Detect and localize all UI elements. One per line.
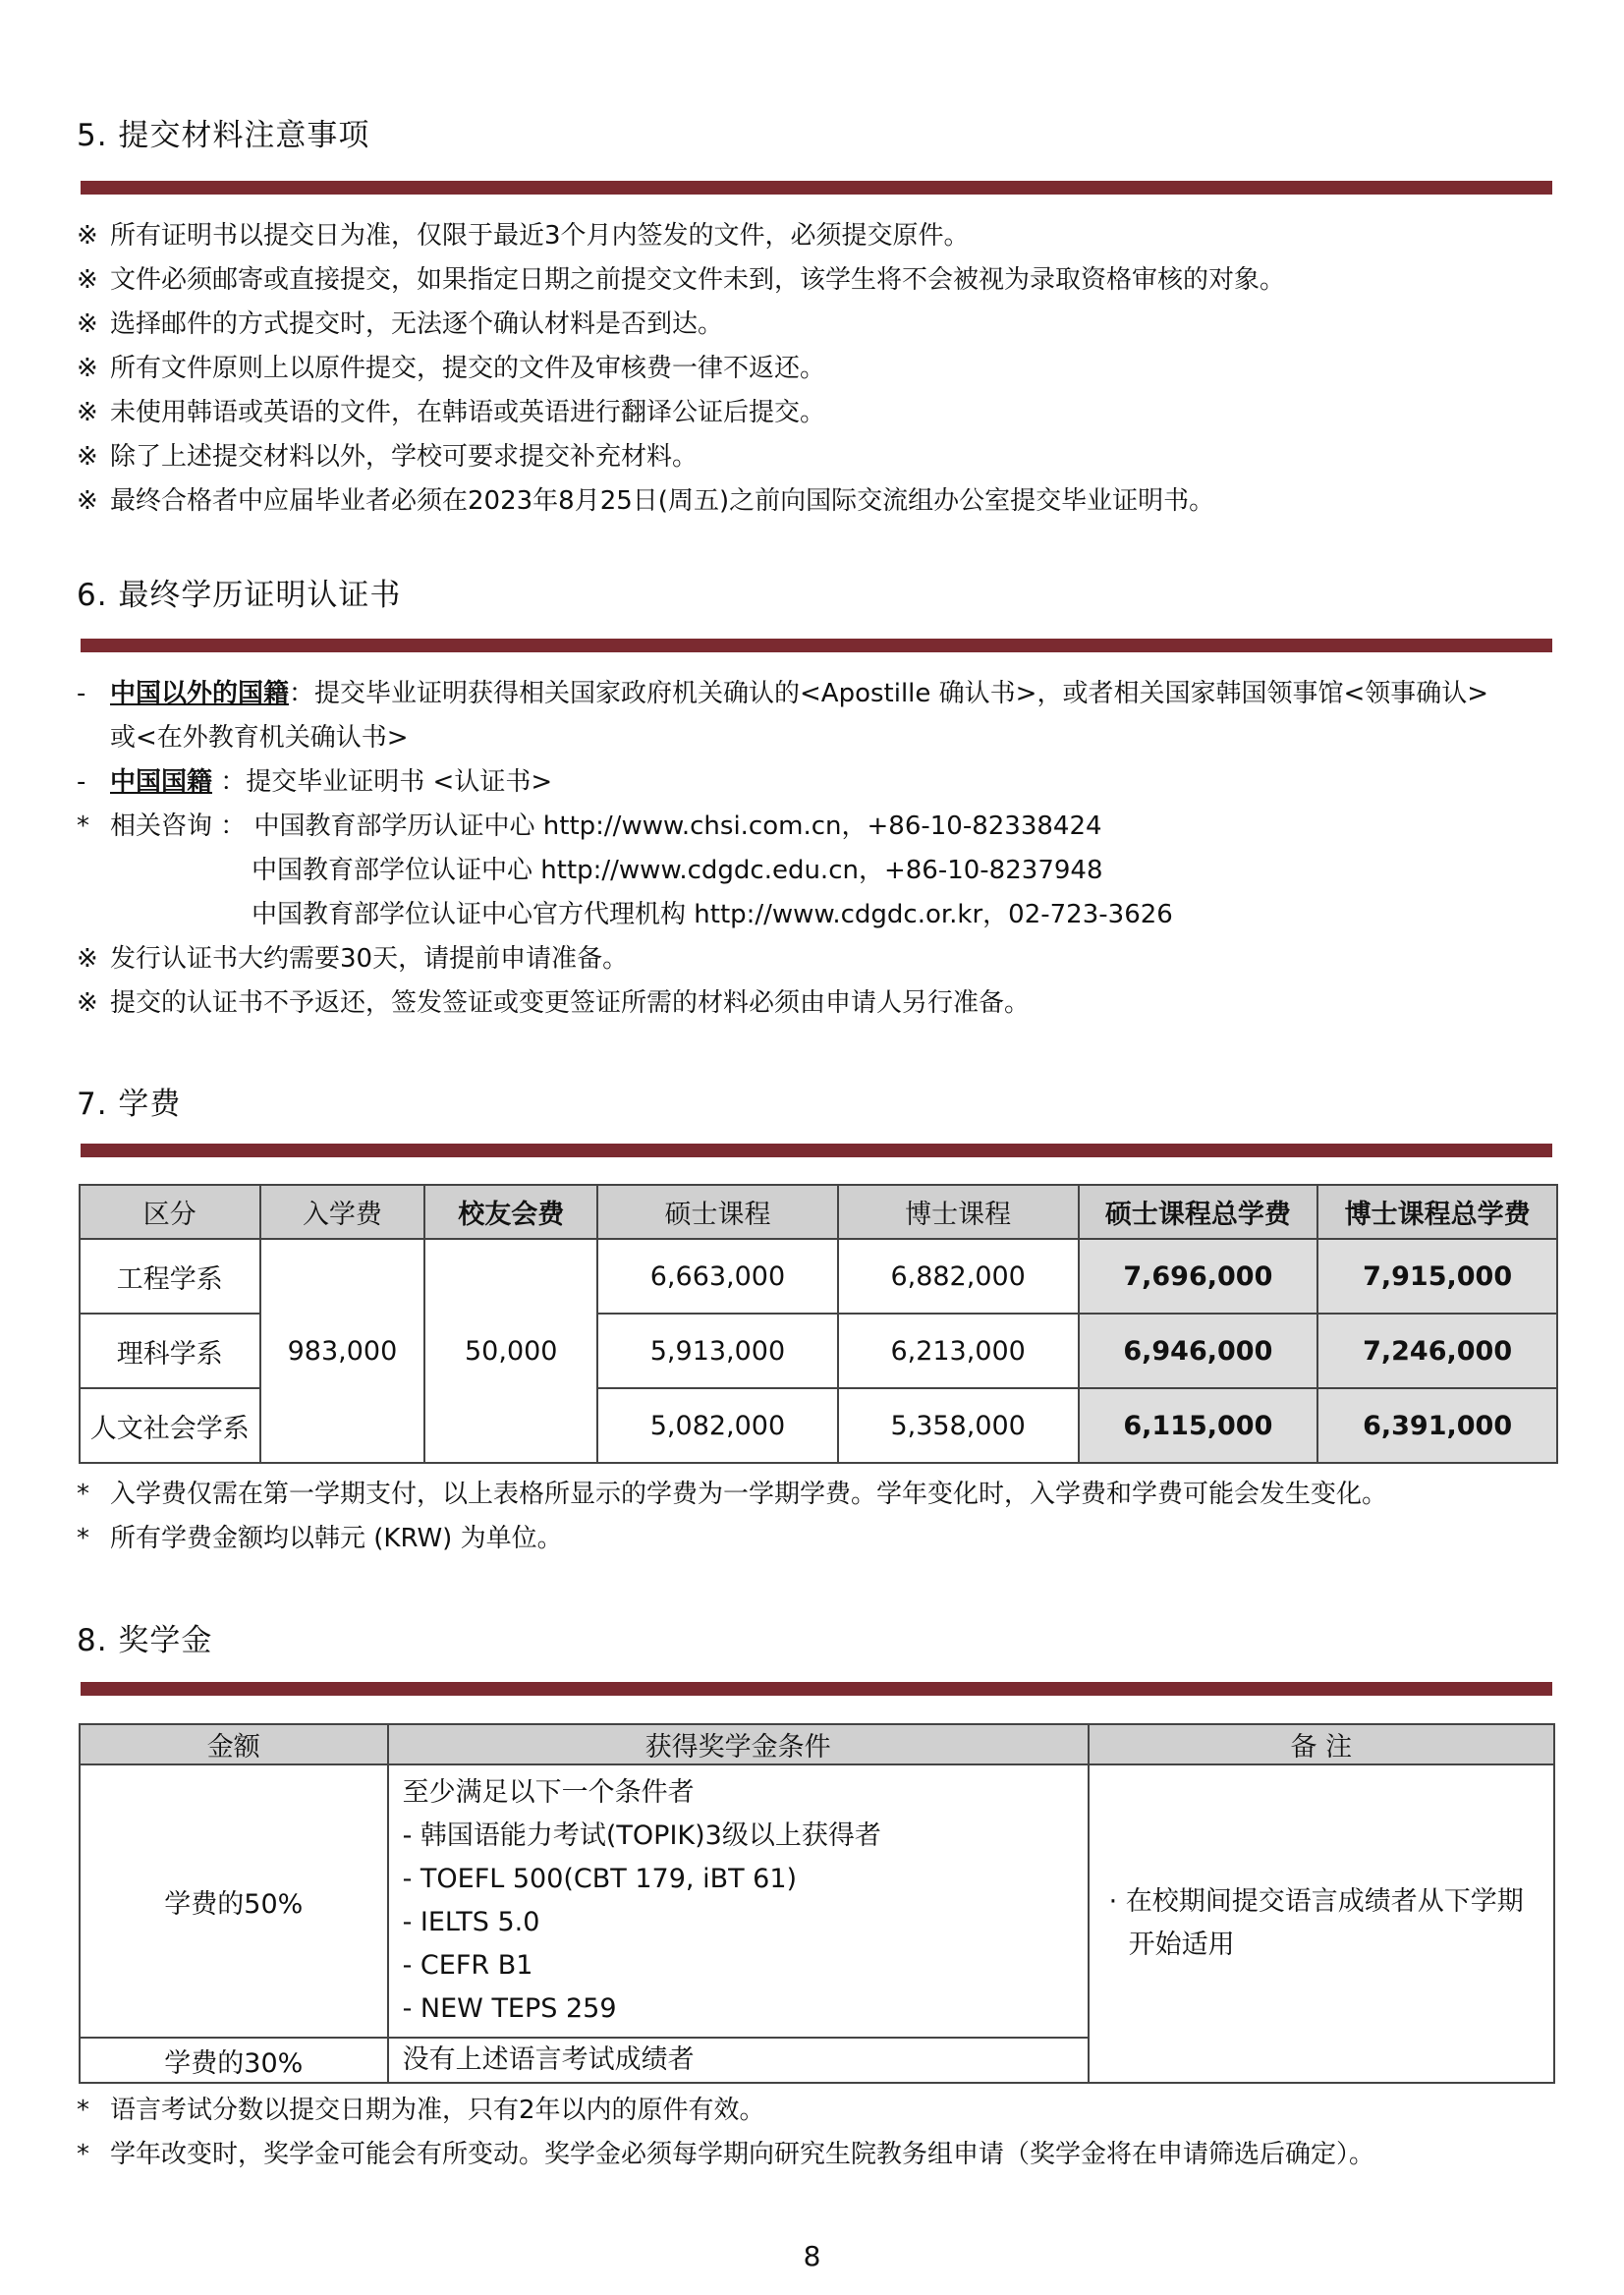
sec6-inquiry-line: 中国教育部学位认证中心 http://www.cdgdc.edu.cn，+86-10-8237948	[252, 856, 1103, 885]
header-conditions: 获得奖学金条件	[388, 1724, 1089, 1764]
section-7-title: 7. 学费	[77, 1087, 182, 1122]
scholarship-amount: 学费的30%	[80, 2038, 388, 2083]
master-fee: 6,663,000	[597, 1239, 838, 1314]
tuition-header-row	[80, 1185, 1557, 1239]
sec6-inquiry-line: * 相关咨询 ： 中国教育部学历认证中心 http://www.chsi.com.cn，+86-10-82338424	[77, 812, 1102, 841]
sec6-foreign-line: - 中国以外的国籍：提交毕业证明获得相关国家政府机关确认的<Apostille 确认书>，或者相关国家韩国领事馆<领事确认>	[77, 679, 1489, 708]
sec6-note: ※ 发行认证书大约需要30天，请提前申请准备。	[77, 944, 629, 974]
header-amount: 金额	[80, 1724, 388, 1764]
scholarship-amount: 学费的50%	[80, 1764, 388, 2038]
doctor-total: 7,915,000	[1317, 1239, 1557, 1314]
department-name: 人文社会学系	[80, 1388, 260, 1463]
doctor-fee: 5,358,000	[838, 1388, 1079, 1463]
doctor-total: 6,391,000	[1317, 1388, 1557, 1463]
scholarship-conditions	[388, 1764, 1089, 2038]
master-total: 7,696,000	[1079, 1239, 1318, 1314]
china-nationality-label: 中国国籍	[110, 767, 213, 797]
remark-line: 开始适用	[1128, 1930, 1235, 1960]
header-master-total: 硕士课程总学费	[1079, 1185, 1318, 1239]
sec6-inquiry-line: 中国教育部学位认证中心官方代理机构 http://www.cdgdc.or.kr，02-723-3626	[252, 900, 1173, 929]
header-master: 硕士课程	[597, 1185, 838, 1239]
master-fee: 5,082,000	[597, 1388, 838, 1463]
section-6-rule	[81, 639, 1552, 652]
header-category: 区分	[80, 1185, 260, 1239]
header-remarks: 备 注	[1089, 1724, 1554, 1764]
scholarship-header-row	[80, 1724, 1554, 1764]
doctor-fee: 6,213,000	[838, 1314, 1079, 1388]
scholarship-remark	[1089, 1764, 1554, 2083]
table-row	[80, 1239, 1557, 1314]
sec5-item: ※ 最终合格者中应届毕业者必须在2023年8月25日(周五)之前向国际交流组办公室提交毕业证明书。	[77, 486, 1215, 516]
foreign-nationality-label: 中国以外的国籍	[110, 679, 290, 708]
admission-fee-value: 983,000	[260, 1239, 425, 1463]
section-6-title: 6. 最终学历证明认证书	[77, 578, 402, 613]
header-doctor: 博士课程	[838, 1185, 1079, 1239]
sec5-item: ※ 未使用韩语或英语的文件，在韩语或英语进行翻译公证后提交。	[77, 398, 826, 427]
master-fee: 5,913,000	[597, 1314, 838, 1388]
condition-line: - TOEFL 500(CBT 179, iBT 61)	[402, 1864, 798, 1894]
sec7-note: * 所有学费金额均以韩元 (KRW) 为单位。	[77, 1524, 563, 1553]
section-8-rule	[81, 1682, 1552, 1696]
section-7-rule	[81, 1144, 1552, 1157]
sec8-note: * 学年改变时，奖学金可能会有所变动。奖学金必须每学期向研究生院教务组申请（奖学金将在申请筛选后确定）。	[77, 2140, 1375, 2169]
sec5-item: ※ 选择邮件的方式提交时，无法逐个确认材料是否到达。	[77, 309, 724, 339]
alumni-fee-value: 50,000	[424, 1239, 597, 1463]
condition-line: - 韩国语能力考试(TOPIK)3级以上获得者	[402, 1820, 881, 1851]
sec5-item: ※ 文件必须邮寄或直接提交，如果指定日期之前提交文件未到，该学生将不会被视为录取资格审核的对象。	[77, 265, 1286, 295]
remark-line: · 在校期间提交语言成绩者从下学期	[1108, 1886, 1524, 1917]
sec6-foreign-line-2: 或<在外教育机关确认书>	[110, 723, 409, 753]
condition-line: - CEFR B1	[402, 1950, 533, 1981]
sec6-china-line: - 中国国籍 ：提交毕业证明书 <认证书>	[77, 767, 553, 797]
header-doctor-total: 博士课程总学费	[1317, 1185, 1557, 1239]
condition-line: 至少满足以下一个条件者	[402, 1777, 695, 1808]
section-5-rule	[81, 181, 1552, 195]
header-admission-fee: 入学费	[260, 1185, 425, 1239]
doctor-total: 7,246,000	[1317, 1314, 1557, 1388]
sec6-note: ※ 提交的认证书不予返还，签发签证或变更签证所需的材料必须由申请人另行准备。	[77, 988, 1031, 1018]
sec5-item: ※ 除了上述提交材料以外，学校可要求提交补充材料。	[77, 442, 699, 472]
sec5-item: ※ 所有证明书以提交日为准，仅限于最近3个月内签发的文件，必须提交原件。	[77, 221, 970, 251]
tuition-table	[79, 1184, 1558, 1464]
table-row	[80, 1764, 1554, 2038]
sec7-note: * 入学费仅需在第一学期支付，以上表格所显示的学费为一学期学费。学年变化时，入学费和学费可能会发生变化。	[77, 1480, 1388, 1509]
department-name: 理科学系	[80, 1314, 260, 1388]
sec5-item: ※ 所有文件原则上以原件提交，提交的文件及审核费一律不返还。	[77, 354, 826, 383]
page-number: 8	[803, 2240, 821, 2272]
condition-line: - IELTS 5.0	[402, 1907, 540, 1937]
doctor-fee: 6,882,000	[838, 1239, 1079, 1314]
header-alumni-fee: 校友会费	[424, 1185, 597, 1239]
section-8-title: 8. 奖学金	[77, 1623, 213, 1658]
department-name: 工程学系	[80, 1239, 260, 1314]
scholarship-table	[79, 1723, 1555, 2084]
sec8-note: * 语言考试分数以提交日期为准，只有2年以内的原件有效。	[77, 2096, 765, 2125]
master-total: 6,115,000	[1079, 1388, 1318, 1463]
section-5-title: 5. 提交材料注意事项	[77, 118, 370, 153]
master-total: 6,946,000	[1079, 1314, 1318, 1388]
condition-line: - NEW TEPS 259	[402, 1993, 617, 2024]
scholarship-condition: 没有上述语言考试成绩者	[388, 2038, 1089, 2083]
